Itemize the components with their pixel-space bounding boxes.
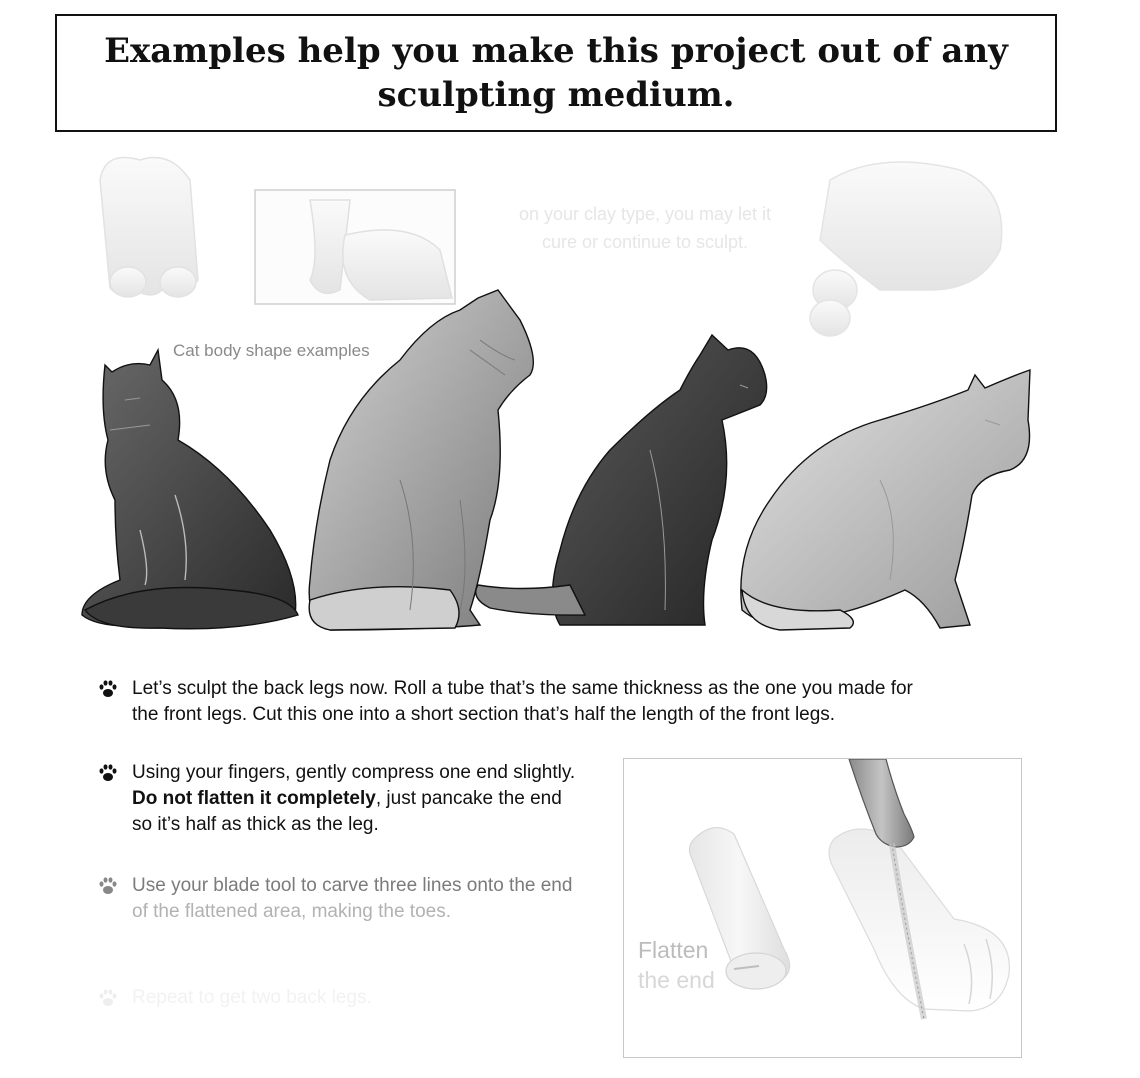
flatten-end-illustration: [623, 758, 1022, 1058]
paw-print-icon: [98, 873, 120, 925]
step-line: Let’s sculpt the back legs now. Roll a tube that’s the same thickness as the one you made for: [132, 678, 913, 699]
cat-sketch-2: [309, 290, 533, 630]
step-compress-end: [98, 760, 618, 838]
flatten-label: Flatten the end: [638, 937, 715, 993]
faded-paws-left: [100, 158, 198, 298]
leg-illustration: [624, 759, 1022, 1058]
step-line: of the flattened area, making the toes.: [132, 901, 451, 922]
faded-instruction-text: on your clay type, you may let it cure or continue to sculpt.: [518, 204, 772, 252]
step-line: Do not flatten it completely, just pancake the end: [132, 788, 562, 809]
step-line: Using your fingers, gently compress one end slightly.: [132, 762, 576, 783]
cat-body-shapes: [0, 280, 1140, 640]
paw-print-icon: [98, 985, 120, 1016]
step-back-legs-roll: [98, 676, 998, 728]
paw-print-icon: [98, 760, 120, 838]
cat-examples-caption: Cat body shape examples: [173, 341, 370, 360]
emphasis-text: Do not flatten it completely: [132, 788, 376, 809]
title-box: [55, 14, 1057, 132]
page-title: Examples help you make this project out of any sculpting medium.: [104, 31, 1008, 115]
step-repeat: [98, 985, 618, 1016]
step-carve-toes: [98, 873, 618, 925]
paw-print-icon: [98, 676, 120, 728]
step-line: Repeat to get two back legs.: [132, 987, 372, 1008]
cat-sketch-4: [741, 370, 1030, 630]
step-line: the front legs. Cut this one into a short section that’s half the length of the front legs.: [132, 704, 836, 725]
step-line: so it’s half as thick as the leg.: [132, 814, 379, 835]
step-line: Use your blade tool to carve three lines onto the end: [132, 875, 573, 896]
cat-sketch-1: [82, 350, 298, 629]
